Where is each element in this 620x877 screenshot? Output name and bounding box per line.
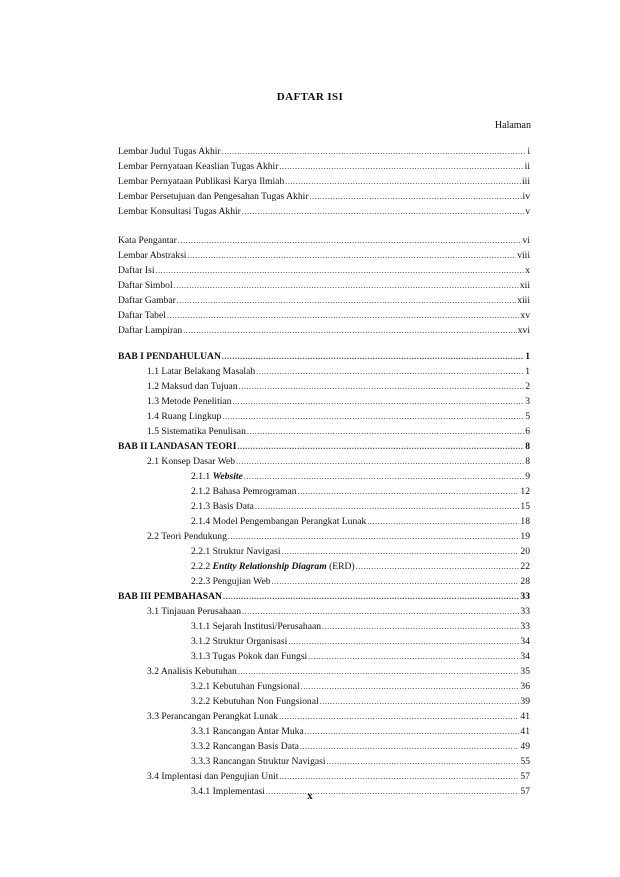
toc-entry-label: 3.4 Implentasi dan Pengujian Unit (147, 771, 279, 782)
toc-entry-label: 3.1 Tinjauan Perusahaan (147, 606, 242, 617)
halaman-label: Halaman (494, 120, 531, 131)
toc-section (147, 710, 530, 723)
leader-dots (222, 350, 524, 363)
toc-subsection (191, 680, 530, 693)
toc-entry-page: 41 (520, 711, 530, 722)
toc-section (147, 605, 530, 618)
label-italic: Entity Relationship Diagram (212, 561, 327, 572)
leader-dots (320, 695, 520, 708)
page-title: DAFTAR ISI (276, 91, 344, 103)
leader-dots (174, 279, 519, 292)
toc-entry-page: 41 (520, 726, 530, 737)
toc-entry (118, 309, 530, 322)
toc-section (147, 380, 530, 393)
toc-subsection (191, 560, 530, 573)
leader-dots (282, 545, 520, 558)
toc-entry-page: 22 (520, 561, 530, 572)
leader-dots (272, 575, 520, 588)
toc-entry-label: Lembar Pernyataan Keaslian Tugas Akhir (118, 161, 279, 172)
toc-subsection (191, 755, 530, 768)
toc-entry-label (191, 470, 243, 483)
toc-entry-label: 3.3.1 Rancangan Antar Muka (191, 726, 304, 737)
toc-entry-page: 2 (525, 381, 530, 392)
toc-entry (118, 249, 530, 262)
leader-dots (244, 470, 524, 483)
page-number-footer: x (307, 790, 313, 802)
leader-dots (247, 425, 524, 438)
leader-dots (156, 264, 525, 277)
toc-entry-page: viii (517, 250, 530, 261)
toc-entry-page: 36 (520, 681, 530, 692)
toc-subsection (191, 470, 530, 483)
toc-section (147, 395, 530, 408)
leader-dots (239, 380, 525, 393)
toc-entry-page: 57 (520, 786, 530, 797)
toc-entry-page: 33 (520, 606, 530, 617)
toc-entry-label: 2.1.3 Basis Data (191, 501, 254, 512)
leader-dots (279, 160, 523, 173)
toc-entry-label: BAB III PEMBAHASAN (118, 591, 222, 602)
toc-entry-label: Lembar Abstraksi (118, 250, 187, 261)
toc-entry-page: 55 (520, 756, 530, 767)
toc-subsection (191, 740, 530, 753)
toc-entry-page: 1 (525, 351, 530, 362)
leader-dots (238, 665, 520, 678)
toc-entry-page: 34 (520, 651, 530, 662)
toc-entry-label: BAB I PENDAHULUAN (118, 351, 221, 362)
leader-dots (223, 590, 519, 603)
leader-dots (327, 755, 520, 768)
toc-entry-label: 3.3.2 Rancangan Basis Data (191, 741, 299, 752)
toc-entry-page: 19 (520, 531, 530, 542)
leader-dots (222, 410, 524, 423)
toc-entry-page: 18 (520, 516, 530, 527)
toc-entry-label: 1.5 Sistematika Penulisan (147, 426, 246, 437)
toc-entry-page: i (527, 146, 530, 157)
toc-entry-page: 33 (520, 621, 530, 632)
leader-dots (310, 190, 522, 203)
toc-entry-page: 35 (520, 666, 530, 677)
toc-subsection (191, 545, 530, 558)
toc-entry-label: 3.2.2 Kebutuhan Non Fungsional (191, 696, 319, 707)
toc-entry-label: 2.2.3 Pengujian Web (191, 576, 271, 587)
toc-entry-label: BAB II LANDASAN TEORI (118, 441, 237, 452)
leader-dots (177, 294, 516, 307)
leader-dots (237, 440, 524, 453)
toc-entry-page: 34 (520, 636, 530, 647)
leader-dots (279, 710, 519, 723)
leader-dots (228, 530, 520, 543)
toc-entry-label: 3.2.1 Kebutuhan Fungsional (191, 681, 300, 692)
toc-section (147, 665, 530, 678)
toc-subsection (191, 695, 530, 708)
toc-entry (118, 145, 530, 158)
toc-entry-label: 3.1.3 Tugas Pokok dan Fungsi (191, 651, 308, 662)
toc-entry-label: 2.1 Konsep Dasar Web (147, 456, 236, 467)
leader-dots (187, 249, 516, 262)
toc-entry (118, 175, 530, 188)
toc-entry-page: x (525, 265, 530, 276)
toc-entry (118, 160, 530, 173)
leader-dots (178, 234, 522, 247)
toc-entry-label: 3.1.2 Struktur Organisasi (191, 636, 288, 647)
toc-entry-label: 1.1 Latar Belakang Masalah (147, 366, 256, 377)
leader-dots (256, 365, 524, 378)
toc-entry-page: 6 (525, 426, 530, 437)
toc-entry-page: 8 (525, 441, 530, 452)
toc-subsection (191, 725, 530, 738)
toc-entry-label: 2.2.1 Struktur Navigasi (191, 546, 281, 557)
toc-entry-label: 3.3 Perancangan Perangkat Lunak (147, 711, 279, 722)
toc-section (147, 530, 530, 543)
toc-entry-label: 1.3 Metode Penelitian (147, 396, 232, 407)
leader-dots (285, 175, 521, 188)
leader-dots (279, 770, 519, 783)
label-prefix: 2.1.1 (191, 471, 213, 482)
toc-entry-label: 1.4 Ruang Lingkup (147, 411, 222, 422)
toc-entry-page: 1 (525, 366, 530, 377)
toc-entry (118, 294, 530, 307)
toc-entry-page: 33 (520, 591, 530, 602)
toc-entry-label: Daftar Isi (118, 265, 155, 276)
toc-section (147, 455, 530, 468)
toc-entry-label: Daftar Simbol (118, 280, 173, 291)
toc-entry-page: vi (522, 235, 530, 246)
leader-dots (288, 635, 519, 648)
toc-entry-page: 57 (520, 771, 530, 782)
leader-dots (300, 740, 520, 753)
toc-entry-page: iii (522, 176, 530, 187)
toc-entry-label: Lembar Konsultasi Tugas Akhir (118, 206, 241, 217)
toc-entry-page: 12 (520, 486, 530, 497)
leader-dots (298, 485, 520, 498)
toc-chapter (118, 350, 530, 363)
leader-dots (308, 650, 519, 663)
leader-dots (322, 620, 519, 633)
toc-entry-label: 2.2 Teori Pendukung (147, 531, 227, 542)
label-suffix: (ERD) (326, 561, 355, 572)
toc-entry-label: Lembar Judul Tugas Akhir (118, 146, 221, 157)
leader-dots (183, 324, 517, 337)
toc-entry-page: ii (524, 161, 530, 172)
toc-subsection (191, 515, 530, 528)
leader-dots (242, 205, 524, 218)
toc-entry-label: Lembar Pernyataan Publikasi Karya Ilmiah (118, 176, 285, 187)
toc-entry-page: 3 (525, 396, 530, 407)
toc-entry-label: 2.1.2 Bahasa Pemrograman (191, 486, 297, 497)
toc-subsection (191, 635, 530, 648)
toc-entry-page: 39 (520, 696, 530, 707)
leader-dots (242, 605, 519, 618)
toc-entry-page: 8 (525, 456, 530, 467)
toc-subsection (191, 485, 530, 498)
toc-entry-page: iv (522, 191, 530, 202)
toc-entry (118, 190, 530, 203)
toc-section (147, 365, 530, 378)
leader-dots (222, 145, 527, 158)
toc-entry-label: 3.2 Analisis Kebutuhan (147, 666, 237, 677)
toc-subsection (191, 620, 530, 633)
leader-dots (236, 455, 524, 468)
label-prefix: 2.2.2 (191, 561, 213, 572)
toc-entry-page: xvi (517, 325, 530, 336)
toc-entry-page: 5 (525, 411, 530, 422)
toc-chapter (118, 590, 530, 603)
toc-subsection (191, 500, 530, 513)
toc-entry-page: 20 (520, 546, 530, 557)
toc-entry-page: xv (520, 310, 530, 321)
toc-entry (118, 324, 530, 337)
toc-entry-page: 15 (520, 501, 530, 512)
toc-entry-page: 49 (520, 741, 530, 752)
leader-dots (255, 500, 520, 513)
toc-entry-label: 3.1.1 Sejarah Institusi/Perusahaan (191, 621, 322, 632)
toc-entry (118, 205, 530, 218)
toc-entry-label: 2.1.4 Model Pengembangan Perangkat Lunak (191, 516, 367, 527)
toc-entry-label: 1.2 Maksud dan Tujuan (147, 381, 238, 392)
toc-entry-label: Daftar Gambar (118, 295, 176, 306)
toc-entry (118, 264, 530, 277)
toc-entry-label: Daftar Lampiran (118, 325, 183, 336)
toc-chapter (118, 440, 530, 453)
leader-dots (301, 680, 520, 693)
toc-entry-page: v (525, 206, 530, 217)
toc-entry-page: xii (519, 280, 530, 291)
toc-subsection (191, 650, 530, 663)
toc-section (147, 410, 530, 423)
leader-dots (167, 309, 520, 322)
toc-entry-page: xiii (517, 295, 530, 306)
toc-entry-page: 9 (525, 471, 530, 482)
leader-dots (367, 515, 519, 528)
toc-entry-label (191, 560, 355, 573)
toc-entry (118, 279, 530, 292)
toc-entry-label: 3.4.1 Implementasi (191, 786, 265, 797)
toc-entry-label: Kata Pengantar (118, 235, 177, 246)
leader-dots (232, 395, 524, 408)
toc-section (147, 425, 530, 438)
toc-entry (118, 234, 530, 247)
label-italic: Website (212, 471, 243, 482)
leader-dots (356, 560, 520, 573)
toc-entry-label: 3.3.3 Rancangan Struktur Navigasi (191, 756, 326, 767)
leader-dots (305, 725, 520, 738)
toc-entry-label: Daftar Tabel (118, 310, 166, 321)
toc-entry-label: Lembar Persetujuan dan Pengesahan Tugas Akhir (118, 191, 309, 202)
toc-subsection (191, 575, 530, 588)
toc-section (147, 770, 530, 783)
toc-entry-page: 28 (520, 576, 530, 587)
